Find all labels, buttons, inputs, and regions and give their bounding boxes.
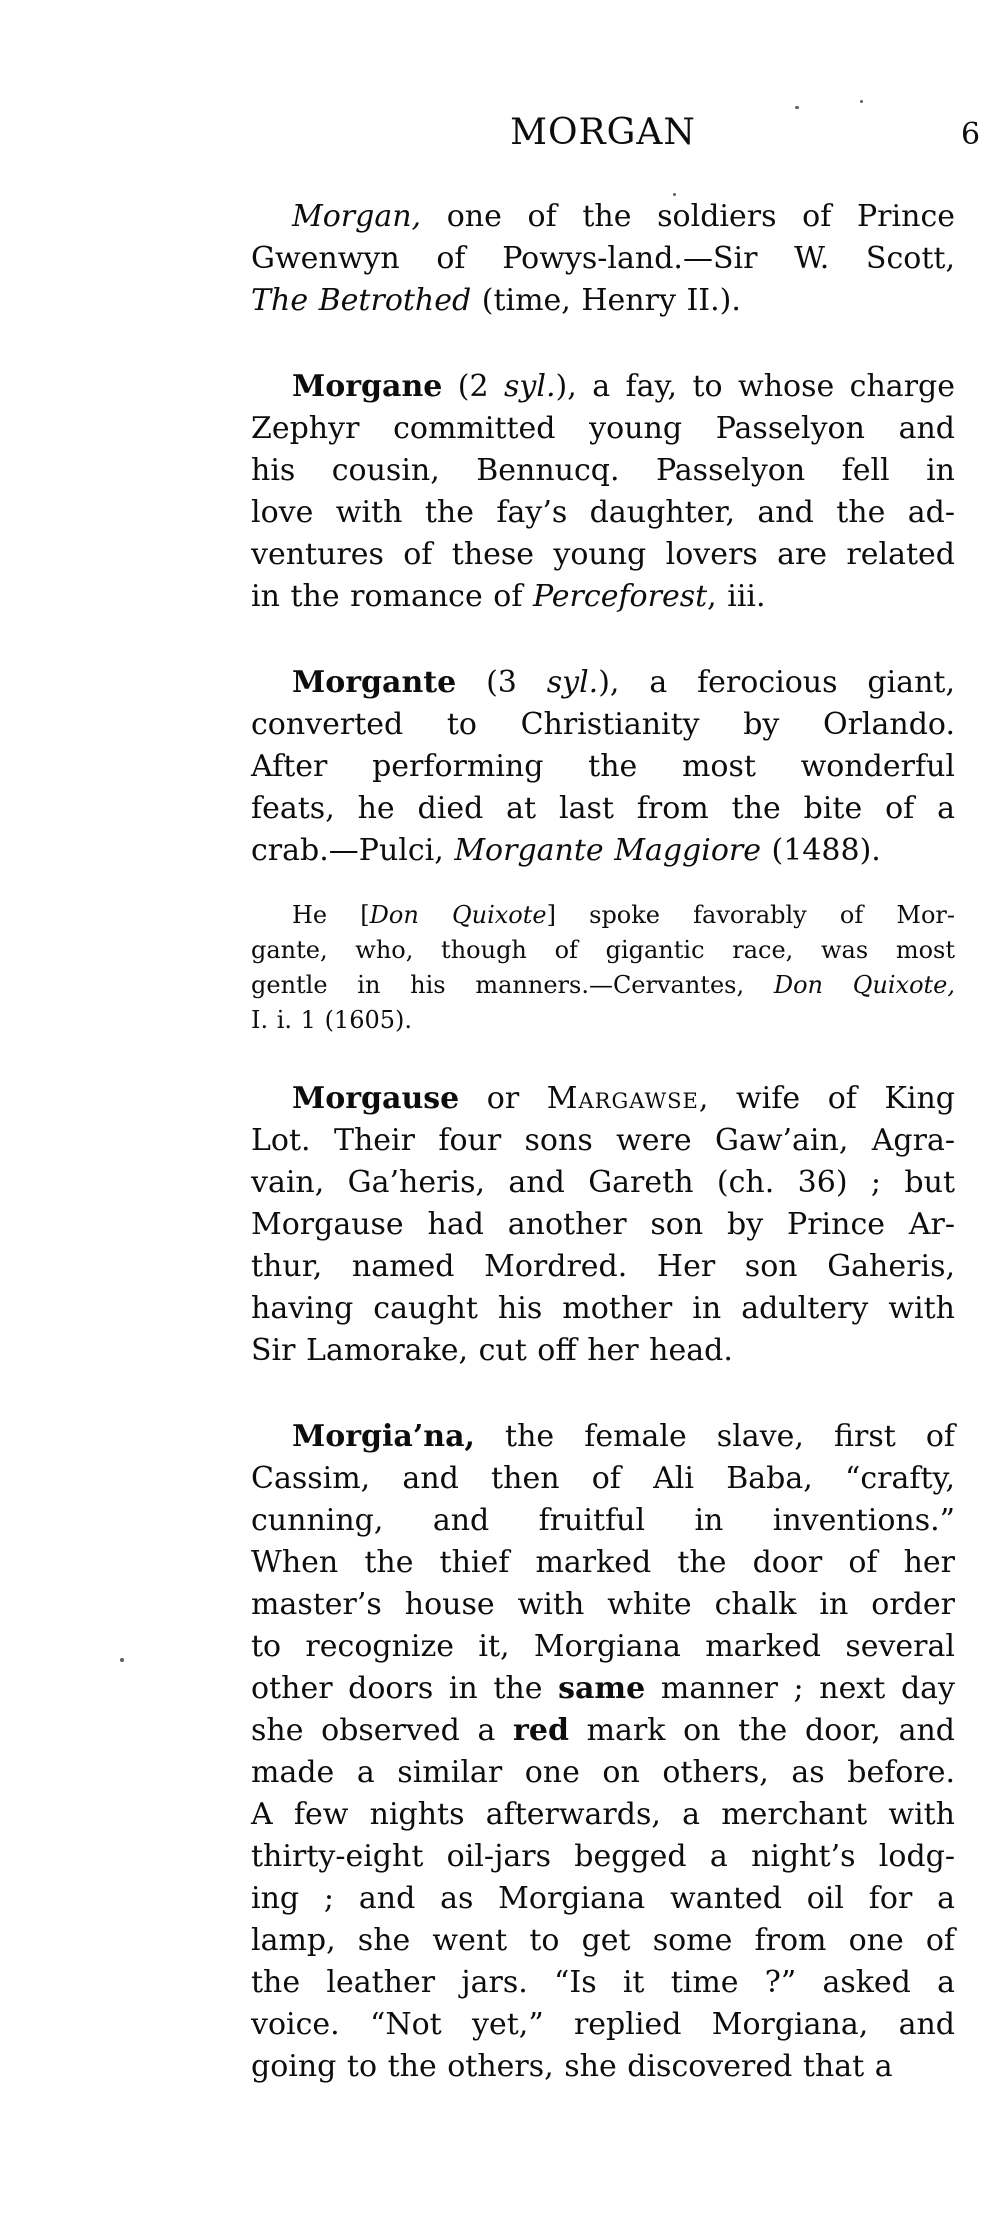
text-segment: thirty-eight oil-jars begged a night’s lodg- xyxy=(251,1839,955,1874)
text-segment: Sir Lamorake, cut off her head. xyxy=(251,1333,733,1368)
text-line xyxy=(251,576,955,618)
text-segment: mark on the door, and xyxy=(568,1713,955,1748)
scan-speck xyxy=(795,106,799,109)
text-segment: other doors in the xyxy=(251,1671,559,1706)
text-segment: gentle in his manners.—Cervantes, xyxy=(251,971,774,999)
text-line xyxy=(251,196,955,238)
text-segment: Morgane xyxy=(292,369,443,404)
text-line xyxy=(251,238,955,280)
text-segment: ), a fay, to whose charge xyxy=(555,369,955,404)
text-column xyxy=(251,196,955,2132)
text-segment: to recognize it, Morgiana marked several xyxy=(251,1629,955,1664)
text-segment: having caught his mother in adultery with xyxy=(251,1291,955,1326)
text-line xyxy=(251,2004,955,2046)
entry-paragraph xyxy=(251,366,955,618)
scan-speck xyxy=(860,100,863,103)
page-header xyxy=(251,112,955,153)
text-segment: Morgia’na, xyxy=(292,1419,475,1454)
text-segment: his cousin, Bennucq. Passelyon fell in xyxy=(251,453,955,488)
text-line xyxy=(251,1668,955,1710)
text-segment: made a similar one on others, as before. xyxy=(251,1755,955,1790)
text-line xyxy=(251,1204,955,1246)
text-line xyxy=(251,1416,955,1458)
scan-speck xyxy=(673,193,676,196)
text-segment: Don Quixote, xyxy=(773,971,955,999)
text-line xyxy=(251,662,955,704)
text-segment: vain, Ga’heris, and Gareth (ch. 36) ; but xyxy=(251,1165,955,1200)
text-segment: A few nights afterwards, a merchant with xyxy=(251,1797,955,1832)
text-segment: Zephyr committed young Passelyon and xyxy=(251,411,955,446)
text-segment: , wife of King xyxy=(698,1081,955,1116)
text-segment: love with the fay’s daughter, and the ad- xyxy=(251,495,955,530)
text-line xyxy=(251,933,955,968)
text-line xyxy=(251,1120,955,1162)
text-segment: Morgante xyxy=(292,665,457,700)
text-line xyxy=(251,1330,955,1372)
text-segment: Morgause had another son by Prince Ar- xyxy=(251,1207,955,1242)
text-line xyxy=(251,1162,955,1204)
text-segment: Gwenwyn of Powys-land.—Sir W. Scott, xyxy=(251,241,955,276)
text-line xyxy=(251,1078,955,1120)
text-segment: (3 xyxy=(456,665,547,700)
text-segment: ), a ferocious giant, xyxy=(598,665,955,700)
text-segment: the leather jars. “Is it time ?” asked a xyxy=(251,1965,955,2000)
text-segment: feats, he died at last from the bite of a xyxy=(251,791,955,826)
text-segment: (2 xyxy=(442,369,505,404)
text-segment: ventures of these young lovers are related xyxy=(251,537,955,572)
text-line xyxy=(251,1288,955,1330)
text-segment: ing ; and as Morgiana wanted oil for a xyxy=(251,1881,955,1916)
text-line xyxy=(251,1836,955,1878)
text-segment: red xyxy=(513,1713,569,1748)
text-segment: Perceforest xyxy=(532,579,708,614)
text-segment: same xyxy=(558,1671,646,1706)
text-segment: I. i. 1 (1605). xyxy=(251,1006,413,1034)
text-segment: going to the others, she discovered that a xyxy=(251,2049,893,2084)
text-line xyxy=(251,450,955,492)
text-line xyxy=(251,1752,955,1794)
text-segment: , iii. xyxy=(707,579,766,614)
text-line xyxy=(251,1584,955,1626)
text-line xyxy=(251,492,955,534)
text-segment: master’s house with white chalk in order xyxy=(251,1587,955,1622)
text-line xyxy=(251,1626,955,1668)
text-line xyxy=(251,366,955,408)
text-segment: lamp, she went to get some from one of xyxy=(251,1923,955,1958)
text-line xyxy=(251,1920,955,1962)
text-segment: After performing the most wonderful xyxy=(251,749,955,784)
text-segment: manner ; next day xyxy=(645,1671,955,1706)
text-segment: voice. “Not yet,” replied Morgiana, and xyxy=(251,2007,955,2042)
text-line xyxy=(251,788,955,830)
text-line xyxy=(251,746,955,788)
text-line xyxy=(251,1962,955,2004)
text-segment: The Betrothed xyxy=(251,283,472,318)
text-segment: Morgause xyxy=(292,1081,460,1116)
text-line xyxy=(251,1878,955,1920)
scan-speck xyxy=(120,1658,124,1662)
entry-paragraph xyxy=(251,662,955,872)
text-line xyxy=(251,2046,955,2088)
text-segment: Morgan, xyxy=(292,199,422,234)
text-segment: thur, named Mordred. Her son Gaheris, xyxy=(251,1249,955,1284)
text-segment: converted to Christianity by Orlando. xyxy=(251,707,955,742)
text-line xyxy=(251,830,955,872)
text-line xyxy=(251,1542,955,1584)
text-segment: cunning, and fruitful in inventions.” xyxy=(251,1503,955,1538)
text-segment: crab.—Pulci, xyxy=(251,833,455,868)
text-line xyxy=(251,1003,955,1038)
entry-paragraph xyxy=(251,196,955,322)
text-segment: syl. xyxy=(546,665,599,700)
text-segment: Cassim, and then of Ali Baba, “crafty, xyxy=(251,1461,955,1496)
text-line xyxy=(251,1458,955,1500)
text-line xyxy=(251,280,955,322)
text-segment: He [ xyxy=(292,901,370,929)
text-line xyxy=(251,704,955,746)
text-line xyxy=(251,1710,955,1752)
text-line xyxy=(251,1794,955,1836)
quote-paragraph xyxy=(251,898,955,1038)
text-segment: When the thief marked the door of her xyxy=(251,1545,955,1580)
text-segment: (1488). xyxy=(760,833,881,868)
text-segment: (time, Henry II.). xyxy=(471,283,741,318)
text-line xyxy=(251,1500,955,1542)
text-segment: in the romance of xyxy=(251,579,533,614)
text-segment: syl. xyxy=(504,369,556,404)
text-segment: ] spoke favorably of Mor- xyxy=(546,901,955,929)
page-number: 6 xyxy=(961,117,981,152)
text-line xyxy=(251,898,955,933)
entry-paragraph xyxy=(251,1078,955,1372)
text-line xyxy=(251,1246,955,1288)
text-segment: Margawse xyxy=(546,1081,699,1116)
text-line xyxy=(251,968,955,1003)
text-segment: Don Quixote xyxy=(369,901,547,929)
running-head-title: MORGAN xyxy=(510,112,696,153)
text-line xyxy=(251,408,955,450)
text-segment: she observed a xyxy=(251,1713,514,1748)
text-segment: Morgante Maggiore xyxy=(454,833,761,868)
text-line xyxy=(251,534,955,576)
text-segment: or xyxy=(459,1081,547,1116)
text-segment: one of the soldiers of Prince xyxy=(421,199,955,234)
text-segment: Lot. Their four sons were Gaw’ain, Agra- xyxy=(251,1123,955,1158)
text-segment: the female slave, first of xyxy=(474,1419,955,1454)
entry-paragraph xyxy=(251,1416,955,2088)
text-segment: gante, who, though of gigantic race, was most xyxy=(251,936,955,964)
